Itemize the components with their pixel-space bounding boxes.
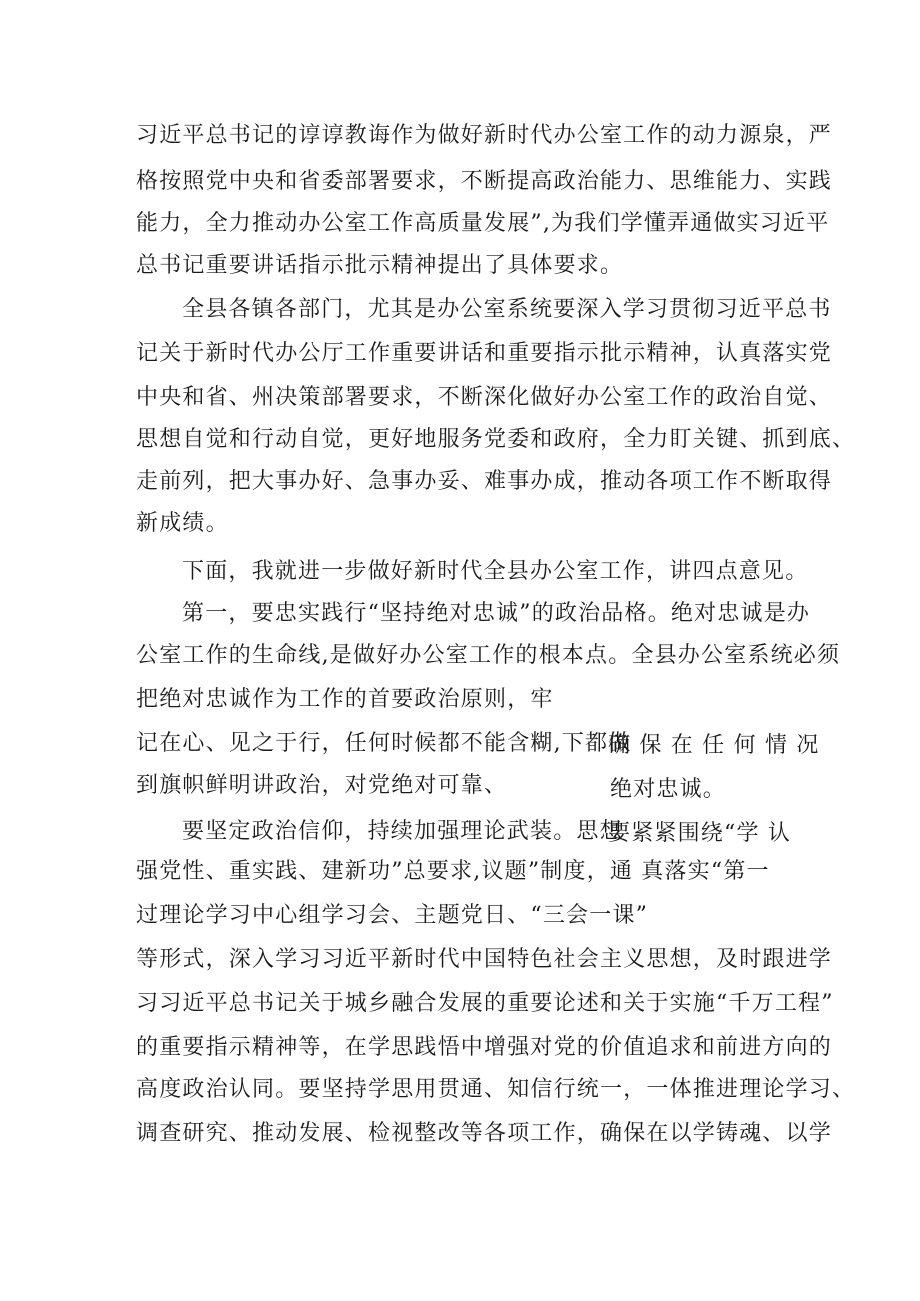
text-line: 下面，我就进一步做好新时代全县办公室工作，讲四点意见。 <box>182 559 809 584</box>
text-fragment: 绝对忠诚。 <box>610 777 727 802</box>
text-line: 格按照党中央和省委部署要求，不断提高政治能力、思维能力、实践 <box>136 169 833 194</box>
text-fragment: 记在心、见之于行，任何时候都不能含糊,下都做 <box>136 731 632 756</box>
text-line: 能力，全力推动办公室工作高质量发展”,为我们学懂弄通做实习近平 <box>136 211 830 236</box>
text-line: 总书记重要讲话指示批示精神提出了具体要求。 <box>136 253 624 278</box>
text-line: 记关于新时代办公厅工作重要讲话和重要指示批示精神，认真落实党 <box>136 341 833 366</box>
text-line: 等形式，深入学习习近平新时代中国特色社会主义思想，及时跟进学 <box>136 947 833 972</box>
text-fragment: 过理论学习中心组学习会、主题党日、“三会一课” <box>136 903 649 928</box>
text-line: 习近平总书记的谆谆教诲作为做好新时代办公室工作的动力源泉，严 <box>136 123 833 148</box>
text-line: 中央和省、州决策部署要求，不断深化做好办公室工作的政治自觉、 <box>136 385 833 410</box>
text-line: 公室工作的生命线,是做好办公室工作的根本点。全县办公室系统必须 <box>136 643 841 668</box>
text-line: 新成绩。 <box>136 511 229 536</box>
text-fragment: 要坚定政治信仰，持续加强理论武装。思想 <box>182 819 623 844</box>
text-line: 全县各镇各部门，尤其是办公室系统要深入学习贯彻习近平总书 <box>182 297 832 322</box>
text-line: 调查研究、推动发展、检视整改等各项工作，确保在以学铸魂、以学 <box>136 1121 833 1146</box>
text-fragment: 要紧紧围绕“学 认 <box>608 821 792 846</box>
text-fragment: 到旗帜鲜明讲政治，对党绝对可靠、 <box>136 773 508 798</box>
text-fragment: 强党性、重实践、建新功”总要求,议题”制度，通 真落实“第一 <box>136 859 770 884</box>
text-line: 第一，要忠实践行“坚持绝对忠诚”的政治品格。绝对忠诚是办 <box>182 601 811 626</box>
text-line: 习习近平总书记关于城乡融合发展的重要论述和关于实施“千万工程” <box>136 991 834 1016</box>
text-line: 思想自觉和行动自觉，更好地服务党委和政府，全力盯关键、抓到底、 <box>136 427 856 452</box>
text-line: 的重要指示精神等，在学思践悟中增强对党的价值追求和前进方向的 <box>136 1035 833 1060</box>
text-fragment: 确 保 在 任 何 情 况 <box>608 733 820 758</box>
text-line: 走前列，把大事办好、急事办妥、难事办成，推动各项工作不断取得 <box>136 469 833 494</box>
text-line: 高度政治认同。要坚持学思用贯通、知信行统一，一体推进理论学习、 <box>136 1077 856 1102</box>
text-line: 把绝对忠诚作为工作的首要政治原则，牢 <box>136 687 554 712</box>
